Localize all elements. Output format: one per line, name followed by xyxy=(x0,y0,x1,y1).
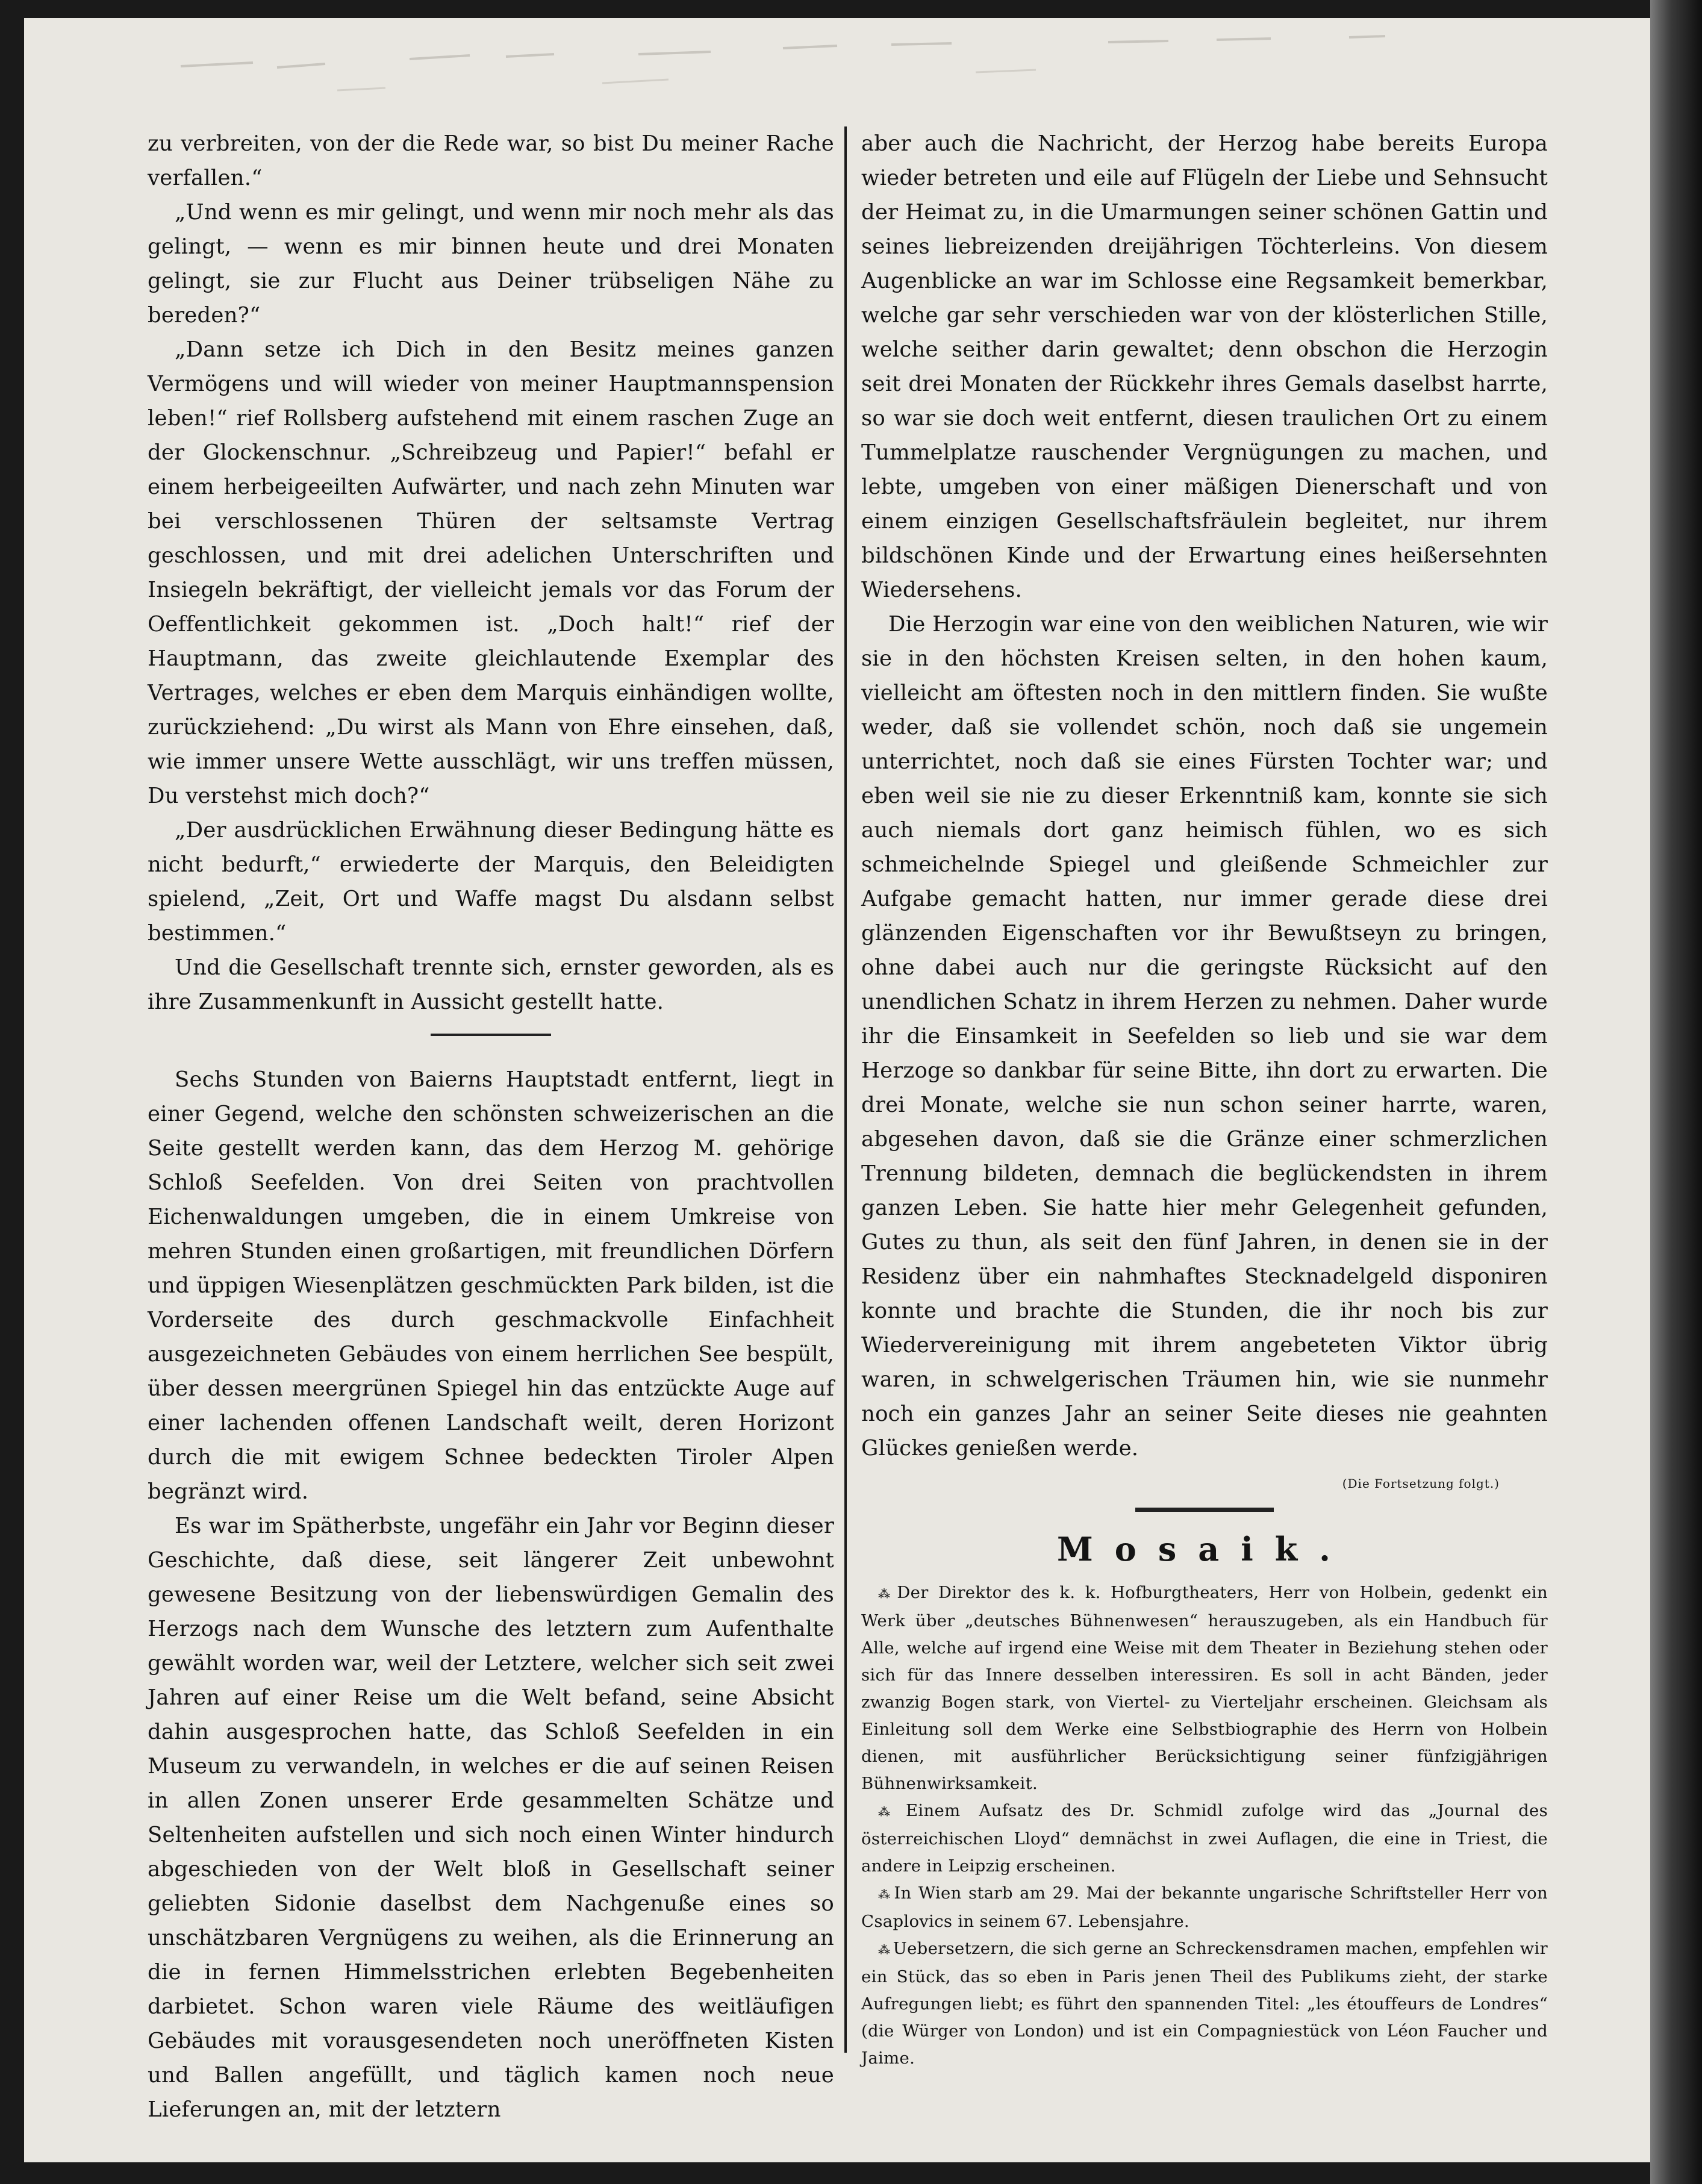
bleed-through-marks xyxy=(72,24,1578,114)
asterism-icon: ⁂ xyxy=(878,1805,904,1819)
left-column xyxy=(148,126,834,2127)
asterism-icon: ⁂ xyxy=(878,1887,892,1902)
paragraph: „Der ausdrücklichen Erwähnung dieser Bedingung hätte es nicht bedurft,“ erwiederte der Marquis, den Beleidigten spielend, „Zeit, Ort und Waffe magst Du alsdann selbst bestimmen.“ xyxy=(148,818,834,946)
continuation-note: (Die Fortsetzung folgt.) xyxy=(1342,1476,1500,1491)
page-edge-shadow xyxy=(1650,0,1702,2184)
asterism-icon: ⁂ xyxy=(878,1942,891,1957)
column-divider xyxy=(844,126,847,2053)
paragraph: aber auch die Nachricht, der Herzog habe bereits Europa wieder betreten und eile auf Flügeln der Liebe und Sehnsucht der Heimat zu, in die Umarmungen seiner schönen Gattin und seines liebreizenden dreijährigen Töchterleins. Von diesem Augenblicke an war im Schlosse eine Regsamkeit bemerkbar, welche gar sehr verschieden war von der klösterlichen Stille, welche seither darin gewaltet; denn obschon die Herzogin seit drei Monaten der Rückkehr ihres Gemals daselbst harrte, so war sie doch weit entfernt, diesen traulichen Ort zu einem Tummelplatze rauschender Vergnügungen zu machen, und lebte, umgeben von einer mäßigen Dienerschaft und von einem einzigen Gesellschaftsfräulein begleitet, nur ihrem bildschönen Kinde und der Erwartung eines heißersehnten Wiedersehens. xyxy=(861,131,1548,602)
paragraph: „Und wenn es mir gelingt, und wenn mir noch mehr als das gelingt, — wenn es mir binnen heute und drei Monaten gelingt, sie zur Flucht aus Deiner trübseligen Nähe zu bereden?“ xyxy=(148,200,834,328)
mosaik-heading: Mosaik. xyxy=(1057,1530,1352,1568)
mosaik-item: ⁂ In Wien starb am 29. Mai der bekannte ungarische Schriftsteller Herr von Csaplovics in seinem 67. Lebensjahre. xyxy=(861,1883,1548,1931)
paragraph: Die Herzogin war eine von den weiblichen Naturen, wie wir sie in den höchsten Kreisen selten, in den hohen kaum, vielleicht am öftesten noch in den mittlern finden. Sie wußte weder, daß sie vollendet schön, noch daß sie ungemein unterrichtet, noch daß sie eines Fürsten Tochter war; und eben weil sie nie zu dieser Erkenntniß kam, konnte sie sich auch niemals dort ganz heimisch fühlen, wo es sich schmeichelnde Spiegel und gleißende Schmeichler zur Aufgabe gemacht hatten, nur immer gerade diese drei glänzenden Eigenschaften vor ihr Bewußtseyn zu bringen, ohne dabei auch nur die geringste Rücksicht auf den unendlichen Schatz in ihrem Herzen zu nehmen. Daher wurde ihr die Einsamkeit in Seefelden so lieb und sie war dem Herzoge so dankbar für seine Bitte, ihn dort zu erwarten. Die drei Monate, welche sie nun schon seiner harrte, waren, abgesehen davon, daß sie die Gränze einer schmerzlichen Trennung bildeten, demnach die beglückendsten in ihrem ganzen Leben. Sie hatte hier mehr Gelegenheit gefunden, Gutes zu thun, als seit den fünf Jahren, in denen sie in der Residenz über ein nahmhaftes Stecknadelgeld disponiren konnte und brachte die Stunden, die ihr noch bis zur Wiedervereinigung mit ihrem angebeteten Viktor übrig waren, in schwelgerischen Träumen hin, wie sie nunmehr noch ein ganzes Jahr an seiner Seite dieses nie geahnten Glückes genießen werde. xyxy=(861,612,1548,1461)
right-column xyxy=(861,126,1548,2072)
paragraph: Es war im Spätherbste, ungefähr ein Jahr vor Beginn dieser Geschichte, daß diese, seit längerer Zeit unbewohnt gewesene Besitzung von der liebenswürdigen Gemalin des Herzogs nach dem Wunsche des letztern zum Aufenthalte gewählt worden war, weil der Letztere, welcher sich seit zwei Jahren auf einer Reise um die Welt befand, seine Absicht dahin ausgesprochen hatte, das Schloß Seefelden in ein Museum zu verwandeln, in welches er die auf seinen Reisen in allen Zonen unserer Erde gesammelten Schätze und Seltenheiten aufstellen und sich noch einen Winter hindurch abgeschieden von der Welt bloß in Gesellschaft seiner geliebten Sidonie daselbst dem Nachgenuße eines so unschätzbaren Vergnügens zu weihen, als die Erinnerung an die in fernen Himmelsstrichen erlebten Begebenheiten darbietet. Schon waren viele Räume des weitläufigen Gebäudes mit vorausgesendeten noch uneröffneten Kisten und Ballen angefüllt, und täglich kamen noch neue Lieferungen an, mit der letztern xyxy=(148,1514,834,2122)
paragraph: Sechs Stunden von Baierns Hauptstadt entfernt, liegt in einer Gegend, welche den schönsten schweizerischen an die Seite gestellt werden kann, das dem Herzog M. gehörige Schloß Seefelden. Von drei Seiten von prachtvollen Eichenwaldungen umgeben, die in einem Umkreise von mehren Stunden einen großartigen, mit freundlichen Dörfern und üppigen Wiesenplätzen geschmückten Park bilden, ist die Vorderseite des durch geschmackvolle Einfachheit ausgezeichneten Gebäudes von einem herrlichen See bespült, über dessen meergrünen Spiegel hin das entzückte Auge auf einer lachenden offenen Landschaft weilt, deren Horizont durch die mit ewigem Schnee bedeckten Tiroler Alpen begränzt wird. xyxy=(148,1067,834,1504)
paragraph: „Dann setze ich Dich in den Besitz meines ganzen Vermögens und will wieder von meiner Hauptmannspension leben!“ rief Rollsberg aufstehend mit einem raschen Zuge an der Glockenschnur. „Schreibzeug und Papier!“ befahl er einem herbeigeeilten Aufwärter, und nach zehn Minuten war bei verschlossenen Thüren der seltsamste Vertrag geschlossen, und mit drei adelichen Unterschriften und Insiegeln bekräftigt, der vielleicht jemals vor das Forum der Oeffentlichkeit gekommen ist. „Doch halt!“ rief der Hauptmann, das zweite gleichlautende Exemplar des Vertrages, welches er eben dem Marquis einhändigen wollte, zurückziehend: „Du wirst als Mann von Ehre einsehen, daß, wie immer unsere Wette ausschlägt, wir uns treffen müssen, Du verstehst mich doch?“ xyxy=(148,337,834,808)
paragraph: zu verbreiten, von der die Rede war, so bist Du meiner Rache verfallen.“ xyxy=(148,131,834,190)
mosaik-item: ⁂ Einem Aufsatz des Dr. Schmidl zufolge wird das „Journal des österreichischen Lloyd“ demnächst in zwei Auflagen, die eine in Triest, die andere in Leipzig erscheinen. xyxy=(861,1801,1548,1876)
section-separator xyxy=(1135,1508,1274,1512)
asterism-icon: ⁂ xyxy=(878,1587,895,1601)
mosaik-item: ⁂ Der Direktor des k. k. Hofburgtheaters, Herr von Holbein, gedenkt ein Werk über „deutsches Bühnenwesen“ herauszugeben, als ein Handbuch für Alle, welche auf irgend eine Weise mit dem Theater in Beziehung stehen oder sich für das Innere desselben interessiren. Es soll in acht Bänden, jeder zwanzig Bogen stark, von Viertel- zu Vierteljahr erscheinen. Gleichsam als Einleitung soll dem Werke eine Selbstbiographie des Herrn von Holbein dienen, mit ausführlicher Berücksichtigung seiner fünfzigjährigen Bühnenwirksamkeit. xyxy=(861,1583,1548,1793)
section-separator xyxy=(431,1034,551,1036)
paragraph: Und die Gesellschaft trennte sich, ernster geworden, als es ihre Zusammenkunft in Aussicht gestellt hatte. xyxy=(148,955,834,1014)
mosaik-item: ⁂ Uebersetzern, die sich gerne an Schreckensdramen machen, empfehlen wir ein Stück, das so eben in Paris jenen Theil des Publikums zieht, der starke Aufregungen liebt; es führt den spannenden Titel: „les étouffeurs de Londres“ (die Würger von London) und ist ein Compagniestück von Léon Faucher und Jaime. xyxy=(861,1939,1548,2068)
